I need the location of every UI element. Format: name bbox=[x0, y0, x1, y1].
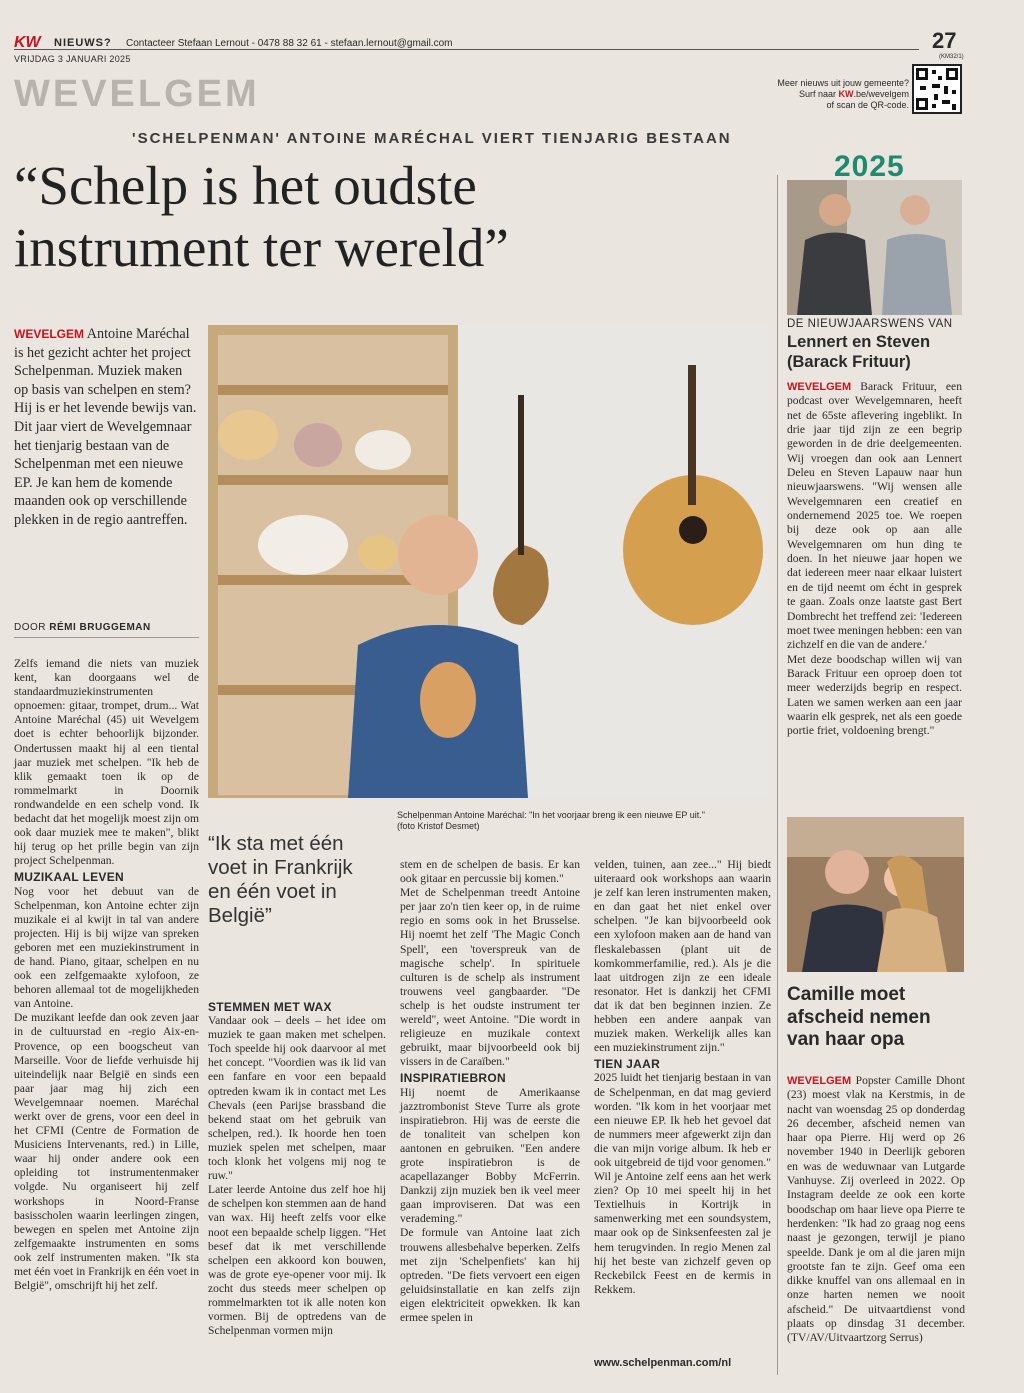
col3-paragraph-2: Met de Schelpenman treedt Antoine per jaar zo'n tien keer op, in de ruime regio en soms ook in het Brusselse. Hij noemt het zelf 'The Magic Conch Spell', een 'toverspreuk van de magische schelp'. In spirituele culturen is de schelp als instrument trouwens veel gangbaarder. "De schelp is het oudste instrument ter wereld", weet Antoine. "Die wordt in religieuze en muzikale context gebruikt, maar bijvoorbeeld ook bij vissers in de Caraïben." bbox=[400, 886, 580, 1069]
sidebar2-place: WEVELGEM bbox=[787, 1075, 852, 1087]
page-code: (KM32/1) bbox=[939, 54, 964, 60]
photo-credit: (foto Kristof Desmet) bbox=[397, 821, 480, 831]
col1-subheading: MUZIKAAL LEVEN bbox=[14, 870, 124, 885]
promo-text bbox=[719, 78, 909, 111]
page-number: 27 bbox=[932, 28, 957, 53]
byline-name: RÉMI BRUGGEMAN bbox=[49, 622, 151, 633]
sidebar1-label: DE NIEUWJAARSWENS VAN bbox=[787, 318, 953, 330]
headline-line-1: “Schelp is het oudste bbox=[14, 155, 477, 216]
promo-line-1: Meer nieuws uit jouw gemeente? bbox=[777, 78, 909, 88]
col3-paragraph-4: De formule van Antoine laat zich trouwens allesbehalve beperken. Zelfs met zijn 'Schelpenfiets' kan hij optreden. "De fiets vervoert een eigen geluidsinstallatie en kan zelfs zijn eigen elektriciteit opwekken. Ik kan ermee spelen in bbox=[400, 1226, 580, 1324]
article-kicker: 'SCHELPENMAN' ANTOINE MARÉCHAL VIERT TIENJARIG BESTAAN bbox=[132, 130, 732, 147]
kw-logo: KW bbox=[14, 34, 41, 51]
date-line: VRIJDAG 3 JANUARI 2025 bbox=[14, 54, 131, 64]
sidebar1-paragraph-1 bbox=[787, 380, 962, 653]
column-2 bbox=[208, 998, 386, 1338]
sidebar1-place: WEVELGEM bbox=[787, 381, 852, 393]
col4-paragraph-1: velden, tuinen, aan zee..." Hij biedt uiteraard ook workshops aan waarin je zelf kan leren instrumenten maken, en dan gaat het niet enkel over schelpen. "Je kan bijvoorbeeld ook een xylofoon maken aan de hand van fleskalebassen (plant uit de komkommerfamilie, red.). Als je die laat uitdrogen zijn ze een ideale resonator. Het is dankzij het CFMI dat ik dat ben beginnen inzien. Ze hebben een andere aanpak van muziek maken. Werkelijk alles kan een muziekinstrument zijn." bbox=[594, 858, 771, 1055]
contact-line: Contacteer Stefaan Lernout - 0478 88 32 61 - stefaan.lernout@gmail.com bbox=[126, 38, 453, 49]
col4-paragraph-2: 2025 luidt het tienjarig bestaan in van de Schelpenman, en dat mag gevierd worden. "Ik kom in het voorjaar met een nieuwe EP. Ik heb het gevoel dat de nummers meer afgewerkt zijn dan die van mijn vorige album. Ik heb er ook uitgebreid de tijd voor genomen." Wil je Antoine zelf eens aan het werk zien? Op 10 mei speelt hij in het Textielhuis in Kortrijk in samenwerking met een soundsystem, maar ook op de Sinksenfeesten zal je hem terugvinden. In regio Menen zal hij het beste van zichzelf geven op Reckebilck Feest en de kermis in Rekkem. bbox=[594, 1071, 771, 1296]
byline bbox=[14, 622, 199, 638]
headline-line-2: instrument ter wereld” bbox=[14, 217, 509, 278]
promo-line-2 bbox=[719, 89, 909, 100]
col1-paragraph-1: Zelfs iemand die niets van muziek kent, kan doorgaans wel de standaardmuziekinstrumenten opnoemen: gitaar, trompet, drum... Wat Antoine Maréchal (45) uit Wevelgem doet is echter behoorlijk bijzonder. Ondertussen maakt hij al een tiental jaar muziek met schelpen. "Ik heb de klik gemaakt toen ik op de rommelmarkt in Doornik rondwandelde en een schelp vond. Ik bedacht dat het mogelijk moest zijn om ook daar muziek mee te maken", blikt hij terug op het prille begin van zijn project Schelpenman. bbox=[14, 657, 199, 868]
main-photo bbox=[208, 325, 768, 798]
column-1 bbox=[14, 657, 199, 1293]
sidebar1-photo bbox=[787, 180, 962, 315]
intro-text: Antoine Maréchal is het gezicht achter het project Schelpenman. Muziek maken op basis van schelpen en stem? Hij is er het levende bewijs van. Dit jaar viert de Wevelgemnaar het tienjarig bestaan van de Schelpenman met een nieuwe EP. Je kan hem de komende maanden ook op verschillende plekken in de regio aantreffen. bbox=[14, 326, 197, 528]
headline bbox=[14, 155, 509, 279]
promo-pre: Surf naar bbox=[798, 89, 839, 99]
photo-caption-text: Schelpenman Antoine Maréchal: "In het voorjaar breng ik een nieuwe EP uit." bbox=[397, 810, 705, 820]
sidebar2-title: Camille moet afscheid nemen van haar opa bbox=[787, 984, 931, 1050]
town-title: WEVELGEM bbox=[14, 73, 260, 115]
sidebar2-body bbox=[787, 1074, 965, 1346]
col2-paragraph-1: Vandaar ook – deels – het idee om muziek te gaan maken met schelpen. Toch speelde hij ook daarvoor al met het concept. "Voordien was ik lid van een fanfare en voor een bepaald optreden kwam ik in contact met Les Chevals (een Parijse brassband die bekend staat om het gebruik van schelpen, red.). Ik hoorde hen toen muziek spelen met schelpen, maar toch klonk het volgens mij nog te ruw." bbox=[208, 1014, 386, 1183]
col4-subheading: TIEN JAAR bbox=[594, 1057, 661, 1072]
col3-paragraph-1: stem en de schelpen de basis. Er kan ook gitaar en percussie bij komen." bbox=[400, 858, 580, 886]
photo-caption bbox=[397, 810, 757, 832]
byline-pre: DOOR bbox=[14, 622, 50, 633]
col2-subheading: STEMMEN MET WAX bbox=[208, 1000, 332, 1014]
col3-paragraph-3: Hij noemt de Amerikaanse jazztrombonist Steve Turre als grote inspiratiebron. Hij was de eerste die de tonaliteit van schelpen kon aantonen en gebruiken. "Een andere grote inspiratiebron is de acapellazanger Bobby McFerrin. Dankzij zijn muziek ben ik veel meer gaan improviseren. Dat was een verademing." bbox=[400, 1085, 580, 1226]
column-divider bbox=[777, 175, 778, 1375]
website-link[interactable]: www.schelpenman.com/nl bbox=[594, 1357, 732, 1369]
qr-code-icon[interactable] bbox=[912, 64, 962, 114]
pullquote: “Ik sta met één voet in Frankrijk en één voet in België” bbox=[208, 832, 353, 927]
header-rule bbox=[14, 49, 919, 50]
column-3 bbox=[400, 858, 580, 1325]
intro bbox=[14, 325, 199, 530]
section-label: NIEUWS? bbox=[54, 37, 112, 49]
sidebar1-text-1: Barack Frituur, een podcast over Wevelgemnaren, heeft net de 65ste aflevering ingeblikt. In drie jaar tijd zijn ze een begrip geworden in de drie deelgemeenten. Wij vroegen dan ook aan Lennert Deleu en Steven Lapauw naar hun nieuwjaarswens. "Wij wensen alle Wevelgemnaren een creatief en ondernemend 2025 toe. We roepen bij deze ook op aan alle Wevelgemnaren om hun ding te doen. In het nieuwe jaar hopen we dat iedereen meer naar elkaar luistert en de tijd neemt om écht in gesprek te gaan. Zoals onze laatste gast Bert Dombrecht het treffend zei: 'Iedereen moet twee meningen hebben: een van zichzelf en die van de andere.' bbox=[787, 380, 962, 652]
sidebar2-photo bbox=[787, 817, 964, 972]
promo-line-3: of scan de QR-code. bbox=[826, 100, 909, 110]
sidebar1-body bbox=[787, 380, 962, 739]
col2-paragraph-2: Later leerde Antoine dus zelf hoe hij de schelpen kon stemmen aan de hand van wax. Hij heeft zelfs voor elke noot een bepaalde schelp liggen. "Het besef dat ik met verschillende schelpen een akkoord kon bouwen, was de grote eye-opener voor mij. Ik zocht dus steeds meer schelpen op rommelmarkten tot ik alle noten kon vormen. Bij de optredens van de Schelpenman vormen mijn bbox=[208, 1183, 386, 1338]
intro-place: WEVELGEM bbox=[14, 327, 85, 341]
col1-paragraph-2: Nog voor het debuut van de Schelpenman, kon Antoine echter zijn muzikale ei al kwijt in tal van andere projecten. Hij is bij wijze van spreken geboren met een muziekinstrument in de hand. Piano, gitaar, schelpen en nu ook een zelfgemaakte xylofoon, ze behoren allemaal tot de mogelijkheden van Antoine. bbox=[14, 884, 199, 1011]
column-4 bbox=[594, 858, 771, 1297]
sidebar2-paragraph-1 bbox=[787, 1074, 965, 1346]
col1-paragraph-3: De muzikant leefde dan ook zeven jaar in de cultuurstad en -regio Aix-en-Provence, op een boogscheut van Marseille. Voor de liefde verhuisde hij uiteindelijk naar België en sinds een paar jaar mag hij zich een Wevelgemnaar noemen. Maréchal werkt over de grens, voor een deel in het CFMI (Centre de Formation de Musiciens Intervenants, red.) in Lille, waar hij onder andere ook een opleiding tot instrumentenmaker volgde. Nu organiseert hij zelf workshops in Noord-Franse basisscholen waarin leerlingen zingen, bewegen en spelen met Antoine zijn zelfgemaakte instrumenten en soms ook zelf instrumenten maken. "Ik sta met één voet in Frankrijk en één voet in België", omschrijft hij het zelf. bbox=[14, 1011, 199, 1293]
sidebar1-paragraph-2: Met deze boodschap willen wij van Barack Frituur een oproep doen tot meer wederzijds begrip en respect. Laten we samen werken aan een jaar waarin elk gesprek, net als een goede portie friet, voldoening brengt." bbox=[787, 652, 962, 738]
year-badge: 2025 bbox=[834, 150, 905, 183]
col3-subheading: INSPIRATIEBRON bbox=[400, 1071, 506, 1086]
sidebar1-title: Lennert en Steven (Barack Frituur) bbox=[787, 333, 931, 371]
sidebar2-text-1: Popster Camille Dhont (23) moest vlak na Kerstmis, in de nacht van woensdag 25 op donderdag 26 december, afscheid nemen van haar opa Pierre. Hij werd op 26 november 1940 in Deerlijk geboren en was de weduwnaar van Lutgarde Vanhuyse. Zij overleed in 2022. Op Instagram deelde ze ook een korte boodschap om haar lieve opa Pierre te herdenken: "Ik had zo graag nog eens naast je gezongen, terwijl je piano speelde. Dank je om al die jaren mijn grootste fan te zijn. Geef oma een dikke knuffel van ons allemaal en in onze harten nemen we nooit afscheid." De uitvaartdienst vond plaats op dinsdag 31 december. (TV/AV/Uitvaartzorg Serrus) bbox=[787, 1074, 965, 1345]
promo-post: .be/wevelgem bbox=[853, 89, 909, 99]
promo-brand: KW bbox=[838, 89, 854, 99]
masthead bbox=[14, 28, 1014, 115]
